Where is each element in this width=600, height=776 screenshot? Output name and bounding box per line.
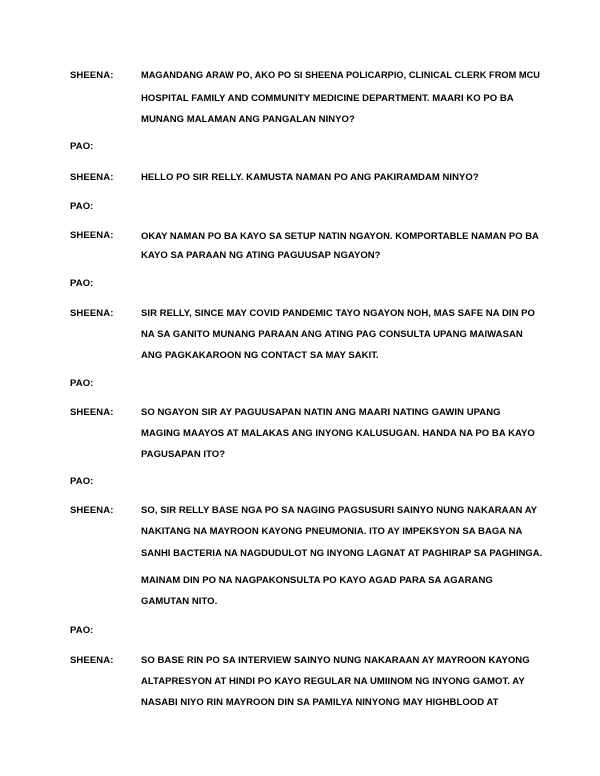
dialogue-line: KAYO SA PARAAN NG ATING PAGUUSAP NGAYON? [141, 250, 381, 261]
speaker-label-sheena: SHEENA: [70, 655, 114, 666]
dialogue-line: PAGUSAPAN ITO? [141, 449, 226, 460]
speaker-label-sheena: SHEENA: [70, 505, 114, 516]
dialogue-line: SO NGAYON SIR AY PAGUUSAPAN NATIN ANG MAARI NATING GAWIN UPANG [141, 407, 501, 418]
speaker-label-pao: PAO: [70, 201, 94, 212]
speaker-label-pao: PAO: [70, 476, 94, 487]
dialogue-line: ALTAPRESYON AT HINDI PO KAYO REGULAR NA UMIINOM NG INYONG GAMOT. AY [141, 676, 525, 687]
speaker-label-sheena: SHEENA: [70, 308, 114, 319]
dialogue-line: MAGANDANG ARAW PO, AKO PO SI SHEENA POLICARPIO, CLINICAL CLERK FROM MCU [141, 70, 540, 80]
dialogue-line: SIR RELLY, SINCE MAY COVID PANDEMIC TAYO NGAYON NOH, MAS SAFE NA DIN PO [141, 308, 535, 319]
speaker-label-sheena: SHEENA: [70, 407, 114, 418]
dialogue-line: MAGING MAAYOS AT MALAKAS ANG INYONG KALUSUGAN. HANDA NA PO BA KAYO [141, 428, 535, 439]
speaker-label-pao: PAO: [70, 141, 94, 152]
dialogue-line: HELLO PO SIR RELLY. KAMUSTA NAMAN PO ANG PAKIRAMDAM NINYO? [141, 172, 479, 183]
speaker-label-pao: PAO: [70, 278, 94, 289]
dialogue-line: SANHI BACTERIA NA NAGDUDULOT NG INYONG LAGNAT AT PAGHIRAP SA PAGHINGA. [141, 547, 543, 558]
dialogue-line: GAMUTAN NITO. [141, 596, 218, 607]
speaker-label-pao: PAO: [70, 625, 94, 636]
dialogue-line: MAINAM DIN PO NA NAGPAKONSULTA PO KAYO AGAD PARA SA AGARANG [141, 575, 493, 586]
speaker-label-sheena: SHEENA: [70, 172, 114, 183]
dialogue-line: SO BASE RIN PO SA INTERVIEW SAINYO NUNG NAKARAAN AY MAYROON KAYONG [141, 655, 530, 666]
speaker-label-pao: PAO: [70, 378, 94, 389]
dialogue-line: NASABI NIYO RIN MAYROON DIN SA PAMILYA NINYONG MAY HIGHBLOOD AT [141, 697, 499, 708]
dialogue-line: SO, SIR RELLY BASE NGA PO SA NAGING PAGSUSURI SAINYO NUNG NAKARAAN AY [141, 505, 538, 516]
dialogue-line: HOSPITAL FAMILY AND COMMUNITY MEDICINE DEPARTMENT. MAARI KO PO BA [141, 93, 514, 104]
dialogue-line: MUNANG MALAMAN ANG PANGALAN NINYO? [141, 114, 355, 125]
dialogue-line: NA SA GANITO MUNANG PARAAN ANG ATING PAG CONSULTA UPANG MAIWASAN [141, 329, 523, 340]
dialogue-line: ANG PAGKAKAROON NG CONTACT SA MAY SAKIT. [141, 350, 379, 361]
dialogue-line: OKAY NAMAN PO BA KAYO SA SETUP NATIN NGAYON. KOMPORTABLE NAMAN PO BA [141, 230, 539, 241]
speaker-label-sheena: SHEENA: [70, 230, 114, 241]
speaker-label-sheena: SHEENA: [70, 70, 114, 81]
dialogue-line: NAKITANG NA MAYROON KAYONG PNEUMONIA. ITO AY IMPEKSYON SA BAGA NA [141, 526, 523, 537]
